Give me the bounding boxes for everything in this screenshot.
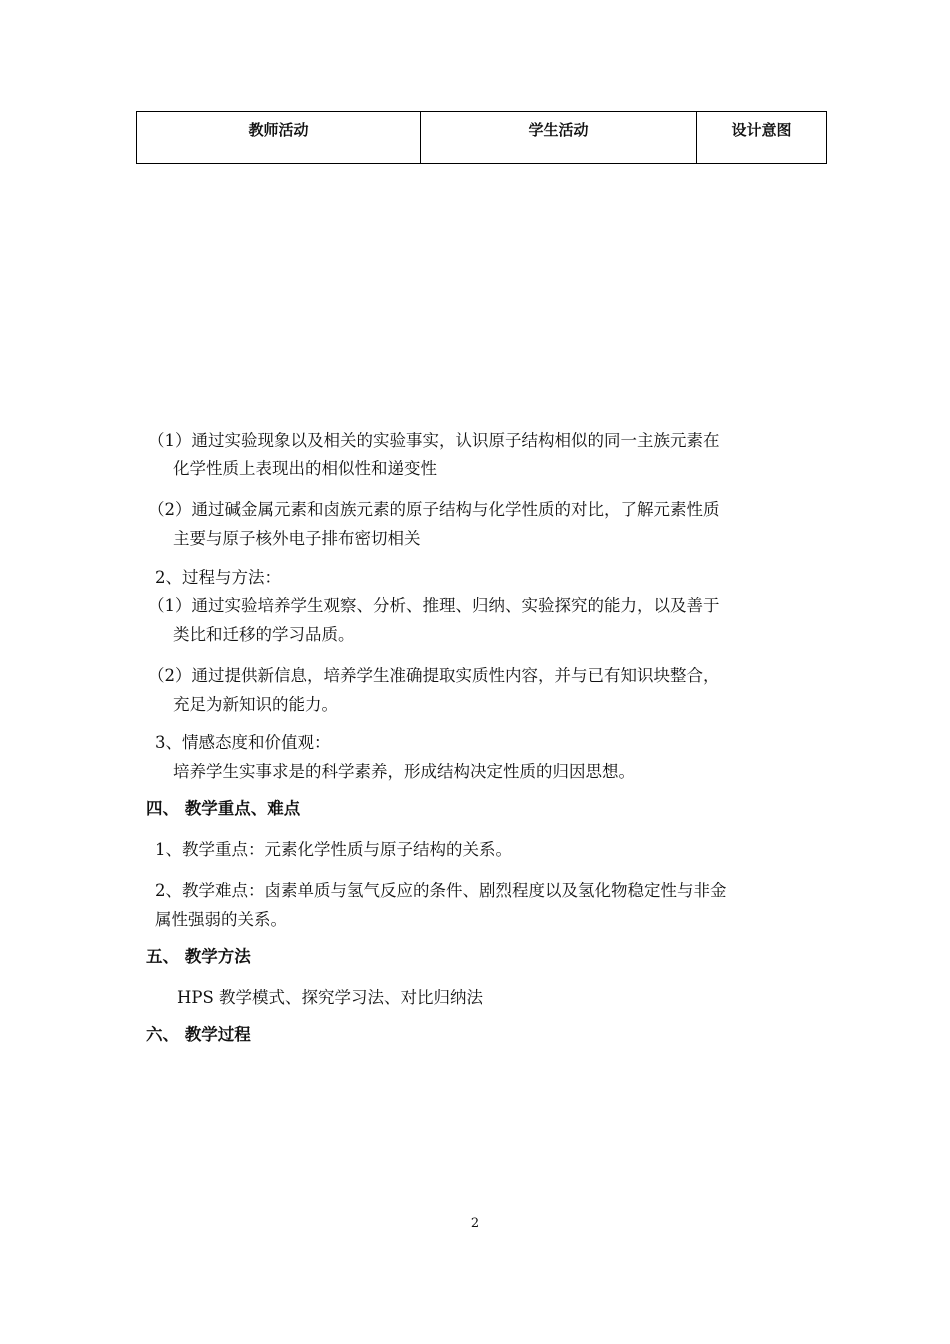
- activity-header-table: [136, 111, 827, 164]
- process-2-line-2: 充足为新知识的能力。: [173, 695, 338, 714]
- header-teacher-activity: 教师活动: [137, 112, 421, 164]
- difficulty-line-2: 属性强弱的关系。: [155, 910, 287, 929]
- process-1-line-1: （1）通过实验培养学生观察、分析、推理、归纳、实验探究的能力，以及善于: [148, 596, 720, 615]
- objective-1-line-1: （1）通过实验现象以及相关的实验事实，认识原子结构相似的同一主族元素在: [148, 431, 720, 450]
- page-number: 2: [470, 1216, 480, 1231]
- process-1-line-2: 类比和迁移的学习品质。: [173, 625, 355, 644]
- key-point-text: 1、教学重点：元素化学性质与原子结构的关系。: [155, 840, 512, 859]
- process-method-title: 2、过程与方法：: [155, 568, 281, 587]
- objective-2-line-2: 主要与原子核外电子排布密切相关: [173, 529, 421, 548]
- header-student-activity: 学生活动: [421, 112, 697, 164]
- table-header-row: [137, 112, 827, 164]
- objective-2-line-1: （2）通过碱金属元素和卤族元素的原子结构与化学性质的对比，了解元素性质: [148, 500, 720, 519]
- emotion-title: 3、情感态度和价值观：: [155, 733, 331, 752]
- difficulty-line-1: 2、教学难点：卤素单质与氢气反应的条件、剧烈程度以及氢化物稳定性与非金: [155, 881, 727, 900]
- objective-1-line-2: 化学性质上表现出的相似性和递变性: [173, 459, 437, 478]
- teaching-method-text: HPS 教学模式、探究学习法、对比归纳法: [177, 988, 484, 1007]
- process-2-line-1: （2）通过提供新信息，培养学生准确提取实质性内容，并与已有知识块整合，: [148, 666, 720, 685]
- section-4-title: 四、 教学重点、难点: [146, 799, 301, 818]
- section-5-title: 五、 教学方法: [146, 947, 251, 966]
- header-design-intent: 设计意图: [697, 112, 827, 164]
- emotion-text: 培养学生实事求是的科学素养，形成结构决定性质的归因思想。: [173, 762, 635, 781]
- section-6-title: 六、 教学过程: [146, 1025, 251, 1044]
